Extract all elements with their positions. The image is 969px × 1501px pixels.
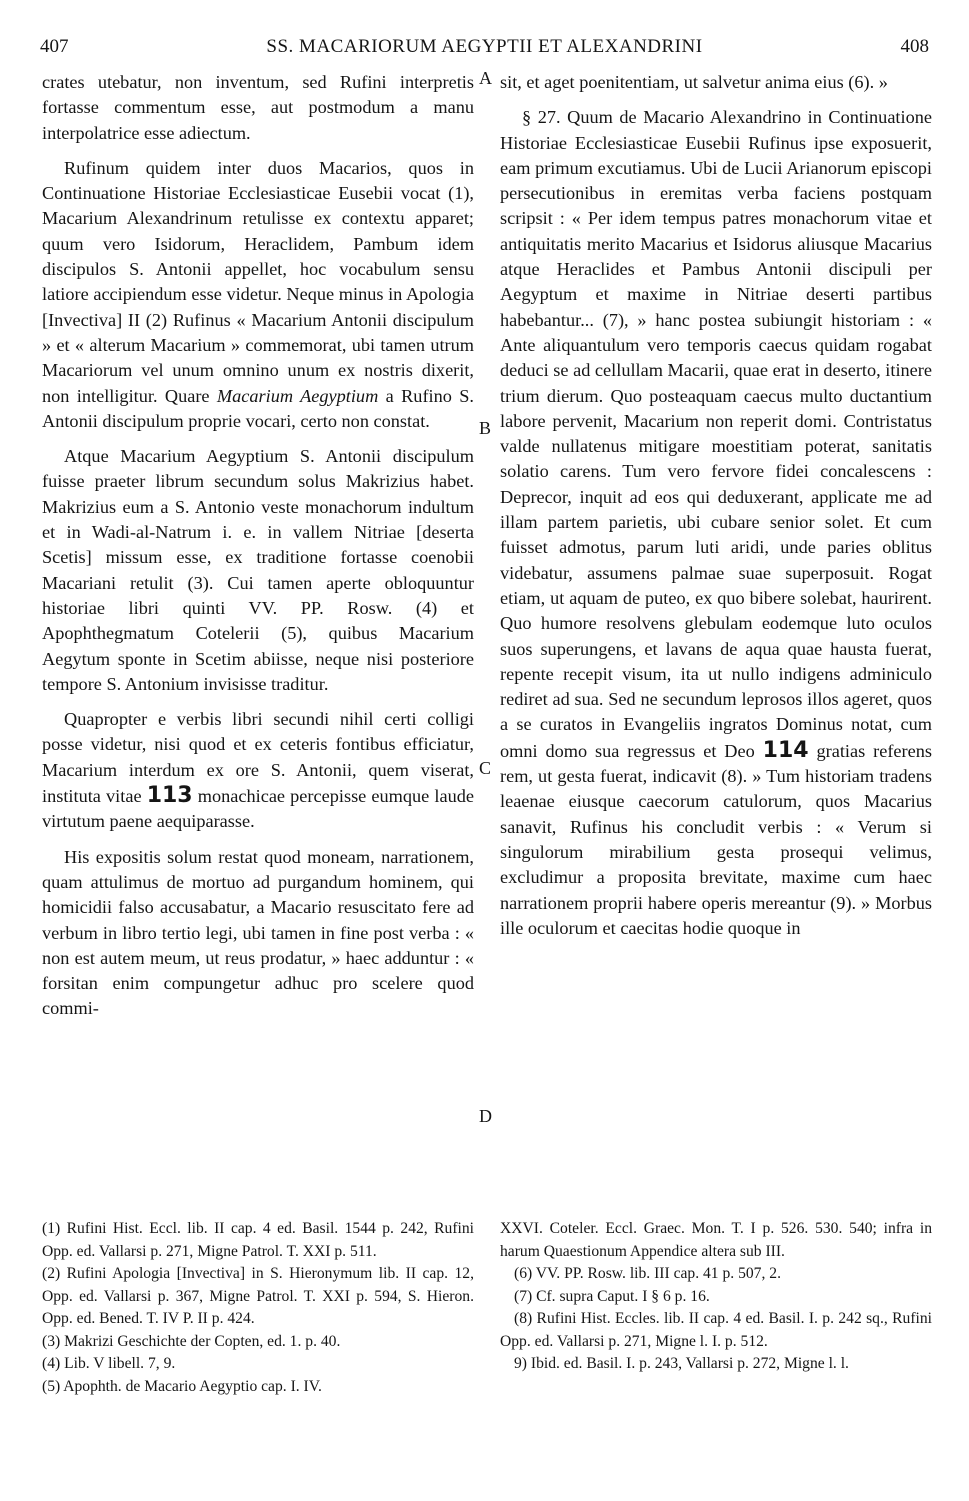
- margin-letter-d: D: [479, 1106, 492, 1126]
- paragraph: sit, et aget poenitentiam, ut salvetur anima eius (6). »: [500, 72, 888, 92]
- paragraph-text: § 27. Quum de Macario Alexandrino in Continuatione Historiae Ecclesiasticae Eusebii Rufinus ipse exposuerit, eam primum excutiamus. Ubi de Lucii Arianorum episcopi persecutionibus in eremitas verba faciens postquam scripsit : « Per idem tempus patres monachorum vitae et antiquitatis merito Macarius et Isidorus aliusque Macarius atque Heraclides et Pambus Antonii discipuli per Aegyptum et maxime in Nitriae deserti partibus habebantur... (7), » hanc postea subiungit historiam : « Ante aliquantulum vero temporis caecus quidam rogabat deduci se ad cellullam Macarii, quae erat in deserto, itinere trium dierum. Quo posteaquam caecus multo ductantium labore pervenit, Macarium non reperit domi. Contristatus valde nullatenus mitigare moestitiam poterat, sanitatis solatio carens. Tum vero fervore fidei concalescens : Deprecor, inquit ad eos qui deduxerant, applicate me ad illam partem parietis, ubi cubare senior solet. Et cum fuisset admotus, parum luti aridi, unde paries oblitus videbatur, assumens palmae suae superposuit. Rogat etiam, ut aquam de puteo, ex quo bibere solebat, haurirent. Quo humore resolvens glebulam eodemque luto oculos suos superungens, et lavans de aqua quae hausta fuerat, repente recepit visum, ita ut nullo indigens adminiculo rediret ad sua. Sed ne secundum leprosos illos ageret, quos a se curatos in Evangeliis ingratos Dominus notat, cum omni domo sua regressus et Deo: [500, 107, 932, 761]
- left-column: [42, 70, 474, 1032]
- footnotes-right: [500, 1218, 932, 1376]
- footnotes-left: [42, 1218, 474, 1398]
- page-number-left: 407: [40, 36, 69, 57]
- margin-letter-a: A: [479, 68, 492, 88]
- paragraph: [42, 707, 474, 834]
- paragraph-text: monachicae percepisse eumque laude virtutum paene aequiparasse.: [42, 786, 474, 832]
- section-marker: 113: [146, 783, 193, 809]
- margin-letter-c: C: [479, 758, 492, 778]
- italic-term: Macarium Aegyptium: [216, 385, 379, 406]
- paragraph: crates utebatur, non inventum, sed Rufini interpretis fortasse commentum esse, aut postmodum a manu interpolatrice esse adiectum.: [42, 72, 474, 143]
- footnote: (6) VV. PP. Rosw. lib. III cap. 41 p. 507, 2.: [514, 1265, 781, 1282]
- paragraph: His expositis solum restat quod moneam, narrationem, quam attulimus de mortuo ad purgandum hominem, qui homicidii falso accusabatur, a Macario resuscitato fere ad verbum in libro tertio legi, ubi tamen in fine post verba : « non est autem meum, ut reus prodatur, » haec adduntur : « forsitan enim compungetur adhuc pro scelere quod commi-: [42, 846, 474, 1019]
- running-header: [0, 36, 969, 62]
- footnote: (7) Cf. supra Caput. I § 6 p. 16.: [514, 1287, 710, 1305]
- footnote: (8) Rufini Hist. Eccles. lib. II cap. 4 ed. Basil. I. p. 242 sq., Rufini Opp. ed. Vallarsi p. 271, Migne l. I. p. 512.: [500, 1310, 932, 1350]
- footnote: 9) Ibid. ed. Basil. I. p. 243, Vallarsi p. 272, Migne l. l.: [514, 1355, 849, 1372]
- margin-letter-b: B: [479, 418, 492, 438]
- footnote: (4) Lib. V libell. 7, 9.: [42, 1355, 176, 1372]
- right-column: [500, 70, 932, 951]
- page-number-right: 408: [900, 36, 929, 57]
- section-marker: 114: [762, 737, 809, 763]
- footnote: XXVI. Coteler. Eccl. Graec. Mon. T. I p. 526. 530. 540; infra in harum Quaestionum Appendice altera sub III.: [500, 1220, 932, 1260]
- footnote: (1) Rufini Hist. Eccl. lib. II cap. 4 ed. Basil. 1544 p. 242, Rufini Opp. ed. Vallarsi p. 271, Migne Patrol. T. XXI p. 511.: [42, 1220, 474, 1260]
- paragraph: Atque Macarium Aegyptium S. Antonii discipulum fuisse praeter librum secundum solus Makrizius habet. Makrizius eum a S. Antonio veste monachorum indultum et in Wadi-al-Natrum i. e. in vallem Nitriae [deserta Scetis] missum esse, ex traditione fortasse coenobii Macariani retulit (3). Cui tamen aperte obloquuntur historiae libri quinti VV. PP. Rosw. (4) et Apophthegmatum Cotelerii (5), quibus Macarium Aegytum sponte in Scetim abiisse, neque nisi posteriore tempore S. Antonium invisisse traditur.: [42, 446, 474, 694]
- paragraph: [42, 156, 474, 434]
- paragraph-text: a Rufino S. Antonii discipulum proprie vocari, certo non constat.: [42, 385, 474, 431]
- paragraph-text: Rufinum quidem inter duos Macarios, quos in Continuatione Historiae Ecclesiasticae Eusebii vocat (1), Macarium Alexandrinum retulisse ex contextu apparet; quum vero Isidorum, Heraclidem, Pambum idem discipulos S. Antonii appellet, hoc vocabulum sensu latiore accipiendum esse videtur. Neque minus in Apologia [Invectiva] II (2) Rufinus « Macarium Antonii discipulum » et « alterum Macarium » commemorat, ubi tamen utrum Macariorum vel unum omnino unum ex nostris dixerit, non intelligitur. Quare: [42, 157, 474, 406]
- footnote: (3) Makrizi Geschichte der Copten, ed. 1. p. 40.: [42, 1332, 341, 1350]
- paragraph: [500, 105, 932, 941]
- footnote: (5) Apophth. de Macario Aegyptio cap. I. IV.: [42, 1377, 322, 1395]
- running-title: SS. MACARIORUM AEGYPTII ET ALEXANDRINI: [266, 36, 703, 57]
- footnote: (2) Rufini Apologia [Invectiva] in S. Hieronymum lib. II cap. 12, Opp. ed. Vallarsi p. 367, Migne Patrol. T. XXI p. 594, S. Hieron. Opp. ed. Bened. T. IV P. II p. 424.: [42, 1265, 474, 1327]
- paragraph-text: gratias referens rem, ut gesta fuerat, indicavit (8). » Tum historiam tradens leaenae eiusque caecorum catulorum, quos Macarius sanavit, Rufinus his concludit verbis : « Verum si singulorum mirabilium gesta prosequi velimus, excludimur a proposita brevitate, maxime cum haec narrationem proprii habere operis mereantur (9). » Morbus ille oculorum et caecitas hodie quoque in: [500, 740, 933, 938]
- paragraph-text: Quapropter e verbis libri secundi nihil certi colligi posse videtur, nisi quod et ex ceteris fontibus efficiatur, Macarium interdum ex ore S. Antonii, quem viserat, instituta vitae: [42, 709, 474, 807]
